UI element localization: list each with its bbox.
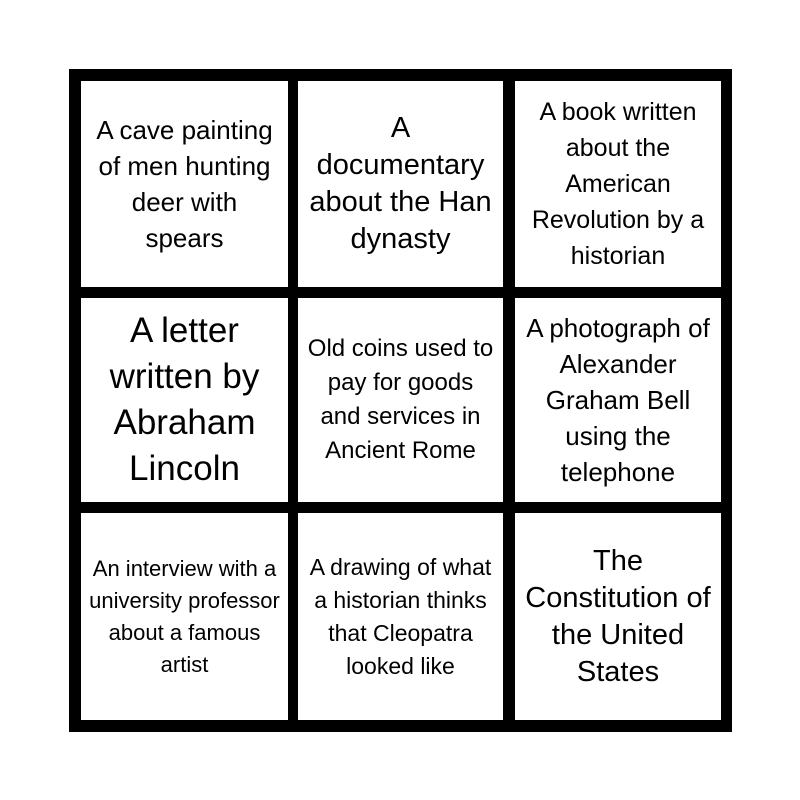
bingo-cell-text: A documentary about the Han dynasty: [309, 112, 492, 255]
bingo-cell[interactable]: [515, 298, 721, 502]
bingo-cell[interactable]: [515, 81, 721, 287]
bingo-cell-text: A drawing of what a historian thinks that Cleopatra looked like: [309, 553, 492, 679]
bingo-cell[interactable]: [515, 513, 721, 720]
bingo-cell[interactable]: [81, 513, 288, 720]
bingo-cell-text: A book written about the American Revolution by a historian: [531, 98, 705, 270]
bingo-board: [69, 69, 732, 732]
bingo-cell[interactable]: [81, 298, 288, 502]
bingo-cell[interactable]: [298, 81, 503, 287]
bingo-cell-text: A cave painting of men hunting deer with spears: [96, 115, 273, 253]
bingo-cell[interactable]: [81, 81, 288, 287]
bingo-cell-text: A photograph of Alexander Graham Bell using the telephone: [526, 313, 710, 487]
bingo-cell-text: The Constitution of the United States: [525, 544, 711, 688]
bingo-cell[interactable]: [298, 513, 503, 720]
bingo-cell-text: An interview with a university professor about a famous artist: [89, 555, 280, 677]
bingo-cell[interactable]: [298, 298, 503, 502]
bingo-cell-text: A letter written by Abraham Lincoln: [109, 311, 260, 488]
bingo-cell-text: Old coins used to pay for goods and services in Ancient Rome: [307, 335, 494, 464]
